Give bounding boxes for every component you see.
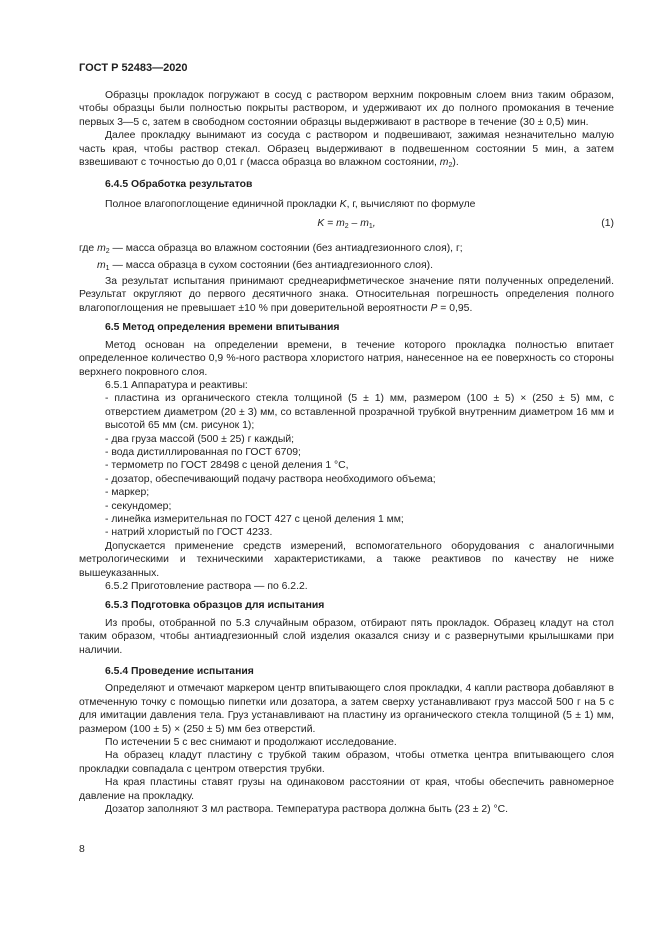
list-item: - вода дистиллированная по ГОСТ 6709; (105, 446, 301, 458)
paragraph-place-plate: На образец кладут пластину с трубкой таким образом, чтобы отметка центра впитывающего слоя прокладки совпадала с центром отверстия трубки. (79, 750, 614, 775)
paragraph-weighing (79, 129, 614, 172)
paragraph-allowed: Допускается применение средств измерений, вспомогательного оборудования с аналогичными метрологическими и техническими характеристиками, а также реактивов по качеству не ниже вышеуказанных. (79, 540, 614, 579)
paragraph-procedure: Определяют и отмечают маркером центр впитывающего слоя прокладки, 4 капли раствора добавляют в отмеченную точку с помощью пипетки или дозатора, а затем сверху устанавливают груз массой 500 г на 5 с для имитации давления тела. Груз устанавливают на пластину из органического стекла толщиной (5 ± 1) мм, размером (100 ± 5) × (250 ± 5) мм без отверстий. (79, 683, 614, 735)
paragraph-sample-prep: Из пробы, отобранной по 5.3 случайным образом, отбирают пять прокладок. Образец кладут на стол таким образом, чтобы антиадгезионный слой изделия оказался снизу и с развернутыми крылышками при наличии. (79, 617, 614, 656)
list-item: - дозатор, обеспечивающий подачу раствора необходимого объема; (105, 473, 436, 485)
list-item: - натрий хлористый по ГОСТ 4233. (105, 527, 273, 539)
paragraph-remove-weight: По истечении 5 с вес снимают и продолжают исследование. (105, 737, 397, 749)
page-number: 8 (79, 844, 85, 855)
paragraph-method: Метод основан на определении времени, в течение которого прокладка полностью впитает определенное количество 0,9 %-ного раствора хлористого натрия, нанесенное на ее поверхность со стороны верхнего покровного слоя. (79, 339, 614, 378)
paragraph-6-5-2: 6.5.2 Приготовление раствора — по 6.2.2. (105, 581, 308, 592)
where-clause-m1: $m_1$ — масса образца в сухом состоянии (без антиадгезионного слоя). (97, 259, 433, 272)
paragraph-dispenser: Дозатор заполняют 3 мл раствора. Температура раствора должна быть (23 ± 2) °С. (105, 804, 508, 816)
section-heading-6-5-3: 6.5.3 Подготовка образцов для испытания (105, 600, 325, 612)
paragraph-weights: На края пластины ставят грузы на одинаковом расстоянии от края, чтобы обеспечить равномерное давление на прокладку. (79, 777, 614, 802)
section-heading-6-5-4: 6.5.4 Проведение испытания (105, 666, 254, 678)
paragraph-6-5-1: 6.5.1 Аппаратура и реактивы: (105, 379, 248, 391)
formula-1 (79, 217, 614, 231)
text: ). (452, 157, 459, 169)
text: Далее прокладку вынимают из сосуда с раствором и подвешивают, зажимая незначительно малую часть края, чтобы раствор стекал. Образец выдерживают в подвешенном состоянии 5 мин, а затем взвешивают с точностью до 0,01 г (масса образца во влажном состоянии, (79, 130, 614, 169)
section-heading-6-4-5: 6.4.5 Обработка результатов (105, 179, 253, 191)
list-item: - секундомер; (105, 500, 172, 512)
variable-m: m (439, 157, 449, 169)
where-clause-m2: где $m_2$ — масса образца во влажном состоянии (без антиадгезионного слоя), г; (79, 243, 463, 256)
document-code: ГОСТ Р 52483—2020 (79, 62, 188, 74)
text: , г, вычисляют по формуле (346, 198, 476, 210)
equipment-list (79, 392, 614, 539)
section-heading-6-5: 6.5 Метод определения времени впитывания (105, 322, 340, 334)
list-item: - пластина из органического стекла толщиной (5 ± 1) мм, размером (100 ± 5) × (250 ± 5) мм, с отверстием диаметром (20 ± 3) мм, со вставленной прозрачной трубкой внутренним диаметром 16 мм и высотой 65 мм (см. рисунок 1); (105, 393, 614, 432)
paragraph-result: За результат испытания принимают среднеарифметическое значение пяти полученных определений. Результат округляют до первого десятичного знака. Относительная погрешность определения полного влагопоглощения не превышает ±10 % при доверительной вероятности P = 0,95. (79, 276, 614, 314)
page-body (79, 89, 614, 817)
text: Полное влагопоглощение единичной прокладки (105, 198, 340, 210)
list-item: - термометр по ГОСТ 28498 с ценой деления 1 °С, (105, 460, 349, 472)
list-item: - два груза массой (500 ± 25) г каждый; (105, 433, 295, 445)
list-item: - маркер; (105, 487, 150, 499)
paragraph-formula-intro (79, 198, 614, 211)
formula-expression: $K = m_2 - m_1$, (317, 218, 376, 231)
variable-k: K (339, 198, 347, 210)
formula-number: (1) (601, 218, 614, 230)
subscript: 2 (448, 162, 453, 170)
paragraph-immersion: Образцы прокладок погружают в сосуд с раствором верхним покровным слоем вниз таким образом, чтобы образцы были полностью покрыты раствором, и удерживают их до полного промокания в течение первых 3—5 с, затем в свободном состоянии образцы выдерживают в растворе в течение (30 ± 0,5) мин. (79, 90, 614, 128)
list-item: - линейка измерительная по ГОСТ 427 с ценой деления 1 мм; (105, 513, 404, 525)
